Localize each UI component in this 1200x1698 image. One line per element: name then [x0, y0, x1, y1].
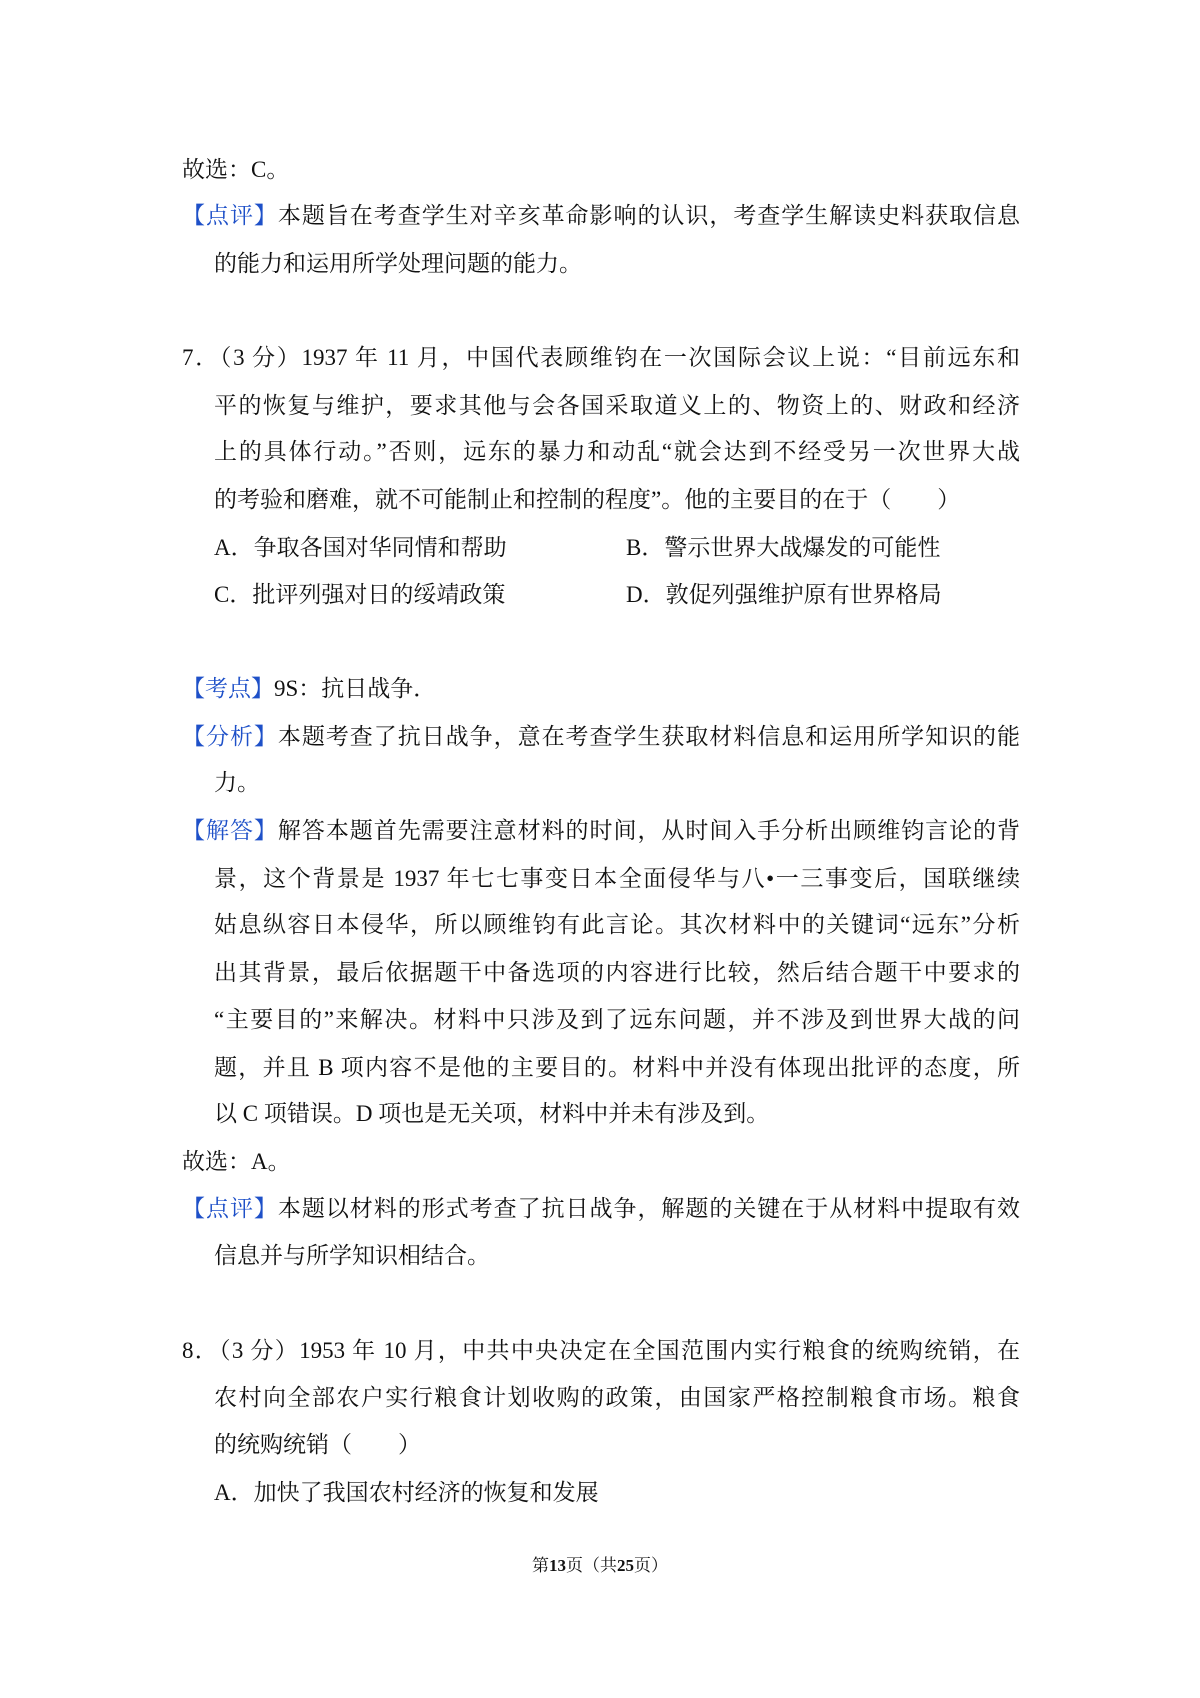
jieda-line: “主要目的”来解决。材料中只涉及到了远东问题，并不涉及到世界大战的问 [214, 1007, 1020, 1032]
footer-suffix: 页） [634, 1556, 668, 1575]
comment-line: 信息并与所学知识相结合。 [214, 1243, 490, 1268]
option-a [214, 1480, 599, 1506]
jieda-tag: 【解答】 [182, 818, 278, 843]
fenxi-tag: 【分析】 [182, 724, 278, 749]
jieda-line [182, 818, 1020, 844]
jieda-line: 题，并且 B 项内容不是他的主要目的。材料中并没有体现出批评的态度，所 [214, 1055, 1020, 1080]
comment-text: 本题以材料的形式考查了抗日战争，解题的关键在于从材料中提取有效 [277, 1196, 1020, 1221]
question-number: 7． [182, 345, 220, 370]
jieda-text: 解答本题首先需要注意材料的时间，从时间入手分析出顾维钧言论的背 [277, 818, 1020, 843]
footer-page-number: 13 [549, 1556, 566, 1575]
comment-text: 本题旨在考查学生对辛亥革命影响的认识，考查学生解读史料获取信息 [277, 203, 1020, 228]
footer-total-pages: 25 [617, 1556, 634, 1575]
footer-middle: 页（共 [566, 1556, 617, 1575]
question-stem-line: 上的具体行动。”否则，远东的暴力和动乱“就会达到不经受另一次世界大战 [214, 439, 1020, 464]
answer-line: 故选：C。 [182, 157, 290, 182]
option-a [214, 535, 507, 561]
fenxi-line: 力。 [214, 770, 260, 795]
question-stem-line [182, 1338, 1020, 1364]
fenxi-line [182, 724, 1020, 750]
option-text: 敦促列强维护原有世界格局 [665, 582, 942, 607]
comment-tag: 【点评】 [182, 1196, 278, 1221]
option-text: 警示世界大战爆发的可能性 [664, 535, 941, 560]
question-number: 8． [182, 1338, 220, 1363]
question-stem-line: 平的恢复与维护，要求其他与会各国采取道义上的、物资上的、财政和经济 [214, 393, 1020, 418]
kaodian-line [182, 676, 1020, 702]
jieda-line: 姑息纵容日本侵华，所以顾维钧有此言论。其次材料中的关键词“远东”分析 [214, 912, 1020, 937]
option-label: A． [214, 1480, 254, 1505]
option-c [214, 582, 505, 608]
comment-line: 的能力和运用所学处理问题的能力。 [214, 251, 582, 276]
option-text: 争取各国对华同情和帮助 [253, 535, 507, 560]
question-stem-text: （3 分）1937 年 11 月，中国代表顾维钧在一次国际会议上说：“目前远东和 [219, 345, 1020, 370]
question-stem-line: 的统购统销（ ） [214, 1432, 421, 1457]
question-stem-text: （3 分）1953 年 10 月，中共中央决定在全国范围内实行粮食的统购统销，在 [219, 1338, 1020, 1363]
option-b [626, 535, 940, 561]
comment-line [182, 203, 1020, 229]
option-text: 加快了我国农村经济的恢复和发展 [253, 1480, 599, 1505]
option-label: B． [626, 535, 665, 560]
jieda-line: 出其背景，最后依据题干中备选项的内容进行比较，然后结合题干中要求的 [214, 960, 1020, 985]
kaodian-tag: 【考点】 [182, 676, 274, 701]
answer-line: 故选：A。 [182, 1149, 291, 1174]
fenxi-text: 本题考查了抗日战争，意在考查学生获取材料信息和运用所学知识的能 [277, 724, 1020, 749]
option-label: A． [214, 535, 254, 560]
option-label: D． [626, 582, 666, 607]
jieda-line: 以 C 项错误。D 项也是无关项，材料中并未有涉及到。 [214, 1101, 770, 1126]
option-d [626, 582, 942, 608]
page-footer [0, 1556, 1200, 1576]
question-stem-line: 的考验和磨难，就不可能制止和控制的程度”。他的主要目的在于（ ） [214, 487, 961, 512]
jieda-line: 景，这个背景是 1937 年七七事变日本全面侵华与八•一三事变后，国联继续 [214, 866, 1020, 891]
option-text: 批评列强对日的绥靖政策 [252, 582, 506, 607]
comment-line [182, 1196, 1020, 1222]
kaodian-text: 9S：抗日战争． [274, 676, 437, 701]
option-label: C． [214, 582, 253, 607]
question-stem-line: 农村向全部农户实行粮食计划收购的政策，由国家严格控制粮食市场。粮食 [214, 1385, 1020, 1410]
footer-prefix: 第 [532, 1556, 549, 1575]
question-stem-line [182, 345, 1020, 371]
comment-tag: 【点评】 [182, 203, 278, 228]
